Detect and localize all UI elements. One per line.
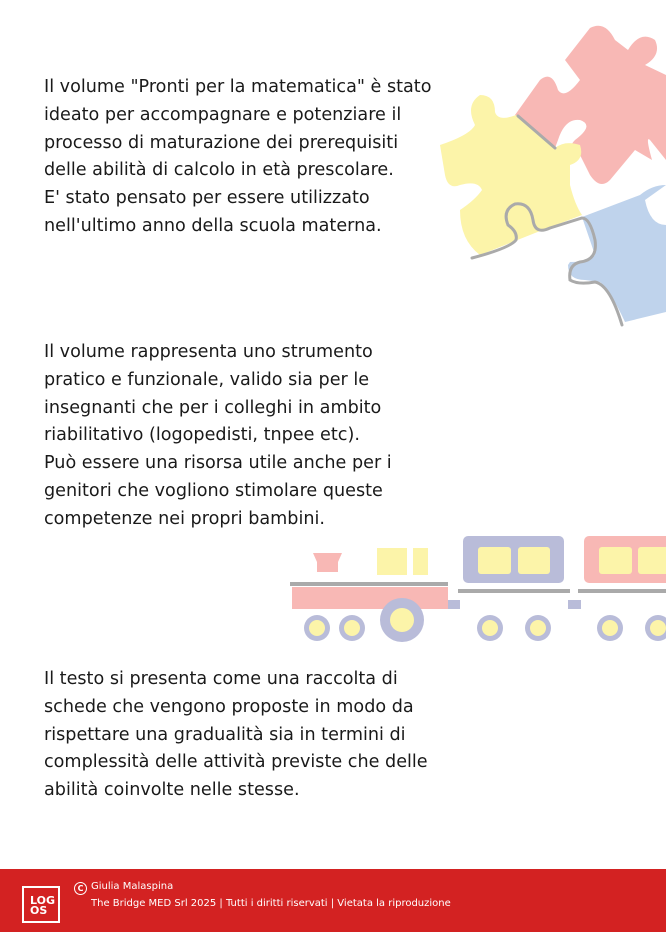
text-line: rispettare una gradualità sia in termini di xyxy=(44,724,406,745)
author-name: Giulia Malaspina xyxy=(91,881,174,892)
copyright-icon: C xyxy=(74,882,87,895)
text-line: ideato per accompagnare e potenziare il xyxy=(44,104,402,125)
puzzle-pieces-illustration xyxy=(440,0,666,330)
text-line: Il volume "Pronti per la matematica" è stato xyxy=(44,77,432,97)
text-line: complessità delle attività previste che delle xyxy=(44,752,428,773)
rights-notice: The Bridge MED Srl 2025 | Tutti i diritti riservati | Vietata la riproduzione xyxy=(91,898,451,909)
structure-paragraph xyxy=(44,666,464,805)
text-line: nell'ultimo anno della scuola materna. xyxy=(44,215,382,236)
text-line: delle abilità di calcolo in età prescolare. xyxy=(44,160,394,181)
train-car-pink xyxy=(578,536,666,641)
logo-text: OS xyxy=(30,904,48,917)
text-line: genitori che vogliono stimolare queste xyxy=(44,480,383,501)
text-line: competenze nei propri bambini. xyxy=(44,508,325,529)
text-line: processo di maturazione dei prerequisiti xyxy=(44,132,399,153)
logo-text: LOG xyxy=(30,894,55,907)
text-line: abilità coinvolte nelle stesse. xyxy=(44,780,300,801)
text-line: schede che vengono proposte in modo da xyxy=(44,696,414,717)
train-car-blue xyxy=(458,536,581,641)
text-line: Il testo si presenta come una raccolta di xyxy=(44,669,398,689)
text-line: insegnanti che per i colleghi in ambito xyxy=(44,397,382,418)
text-line: pratico e funzionale, valido sia per le xyxy=(44,369,370,390)
text-line: Può essere una risorsa utile anche per i xyxy=(44,453,392,474)
text-line: E' stato pensato per essere utilizzato xyxy=(44,188,370,209)
audience-paragraph xyxy=(44,339,464,534)
logos-logo xyxy=(22,886,60,923)
blue-puzzle-piece xyxy=(568,185,666,322)
text-line: riabilitativo (logopedisti, tnpee etc). xyxy=(44,425,360,446)
intro-paragraph xyxy=(44,74,464,241)
footer xyxy=(0,869,666,932)
text-line: Il volume rappresenta uno strumento xyxy=(44,342,373,362)
locomotive xyxy=(290,548,460,642)
train-illustration xyxy=(280,530,666,650)
